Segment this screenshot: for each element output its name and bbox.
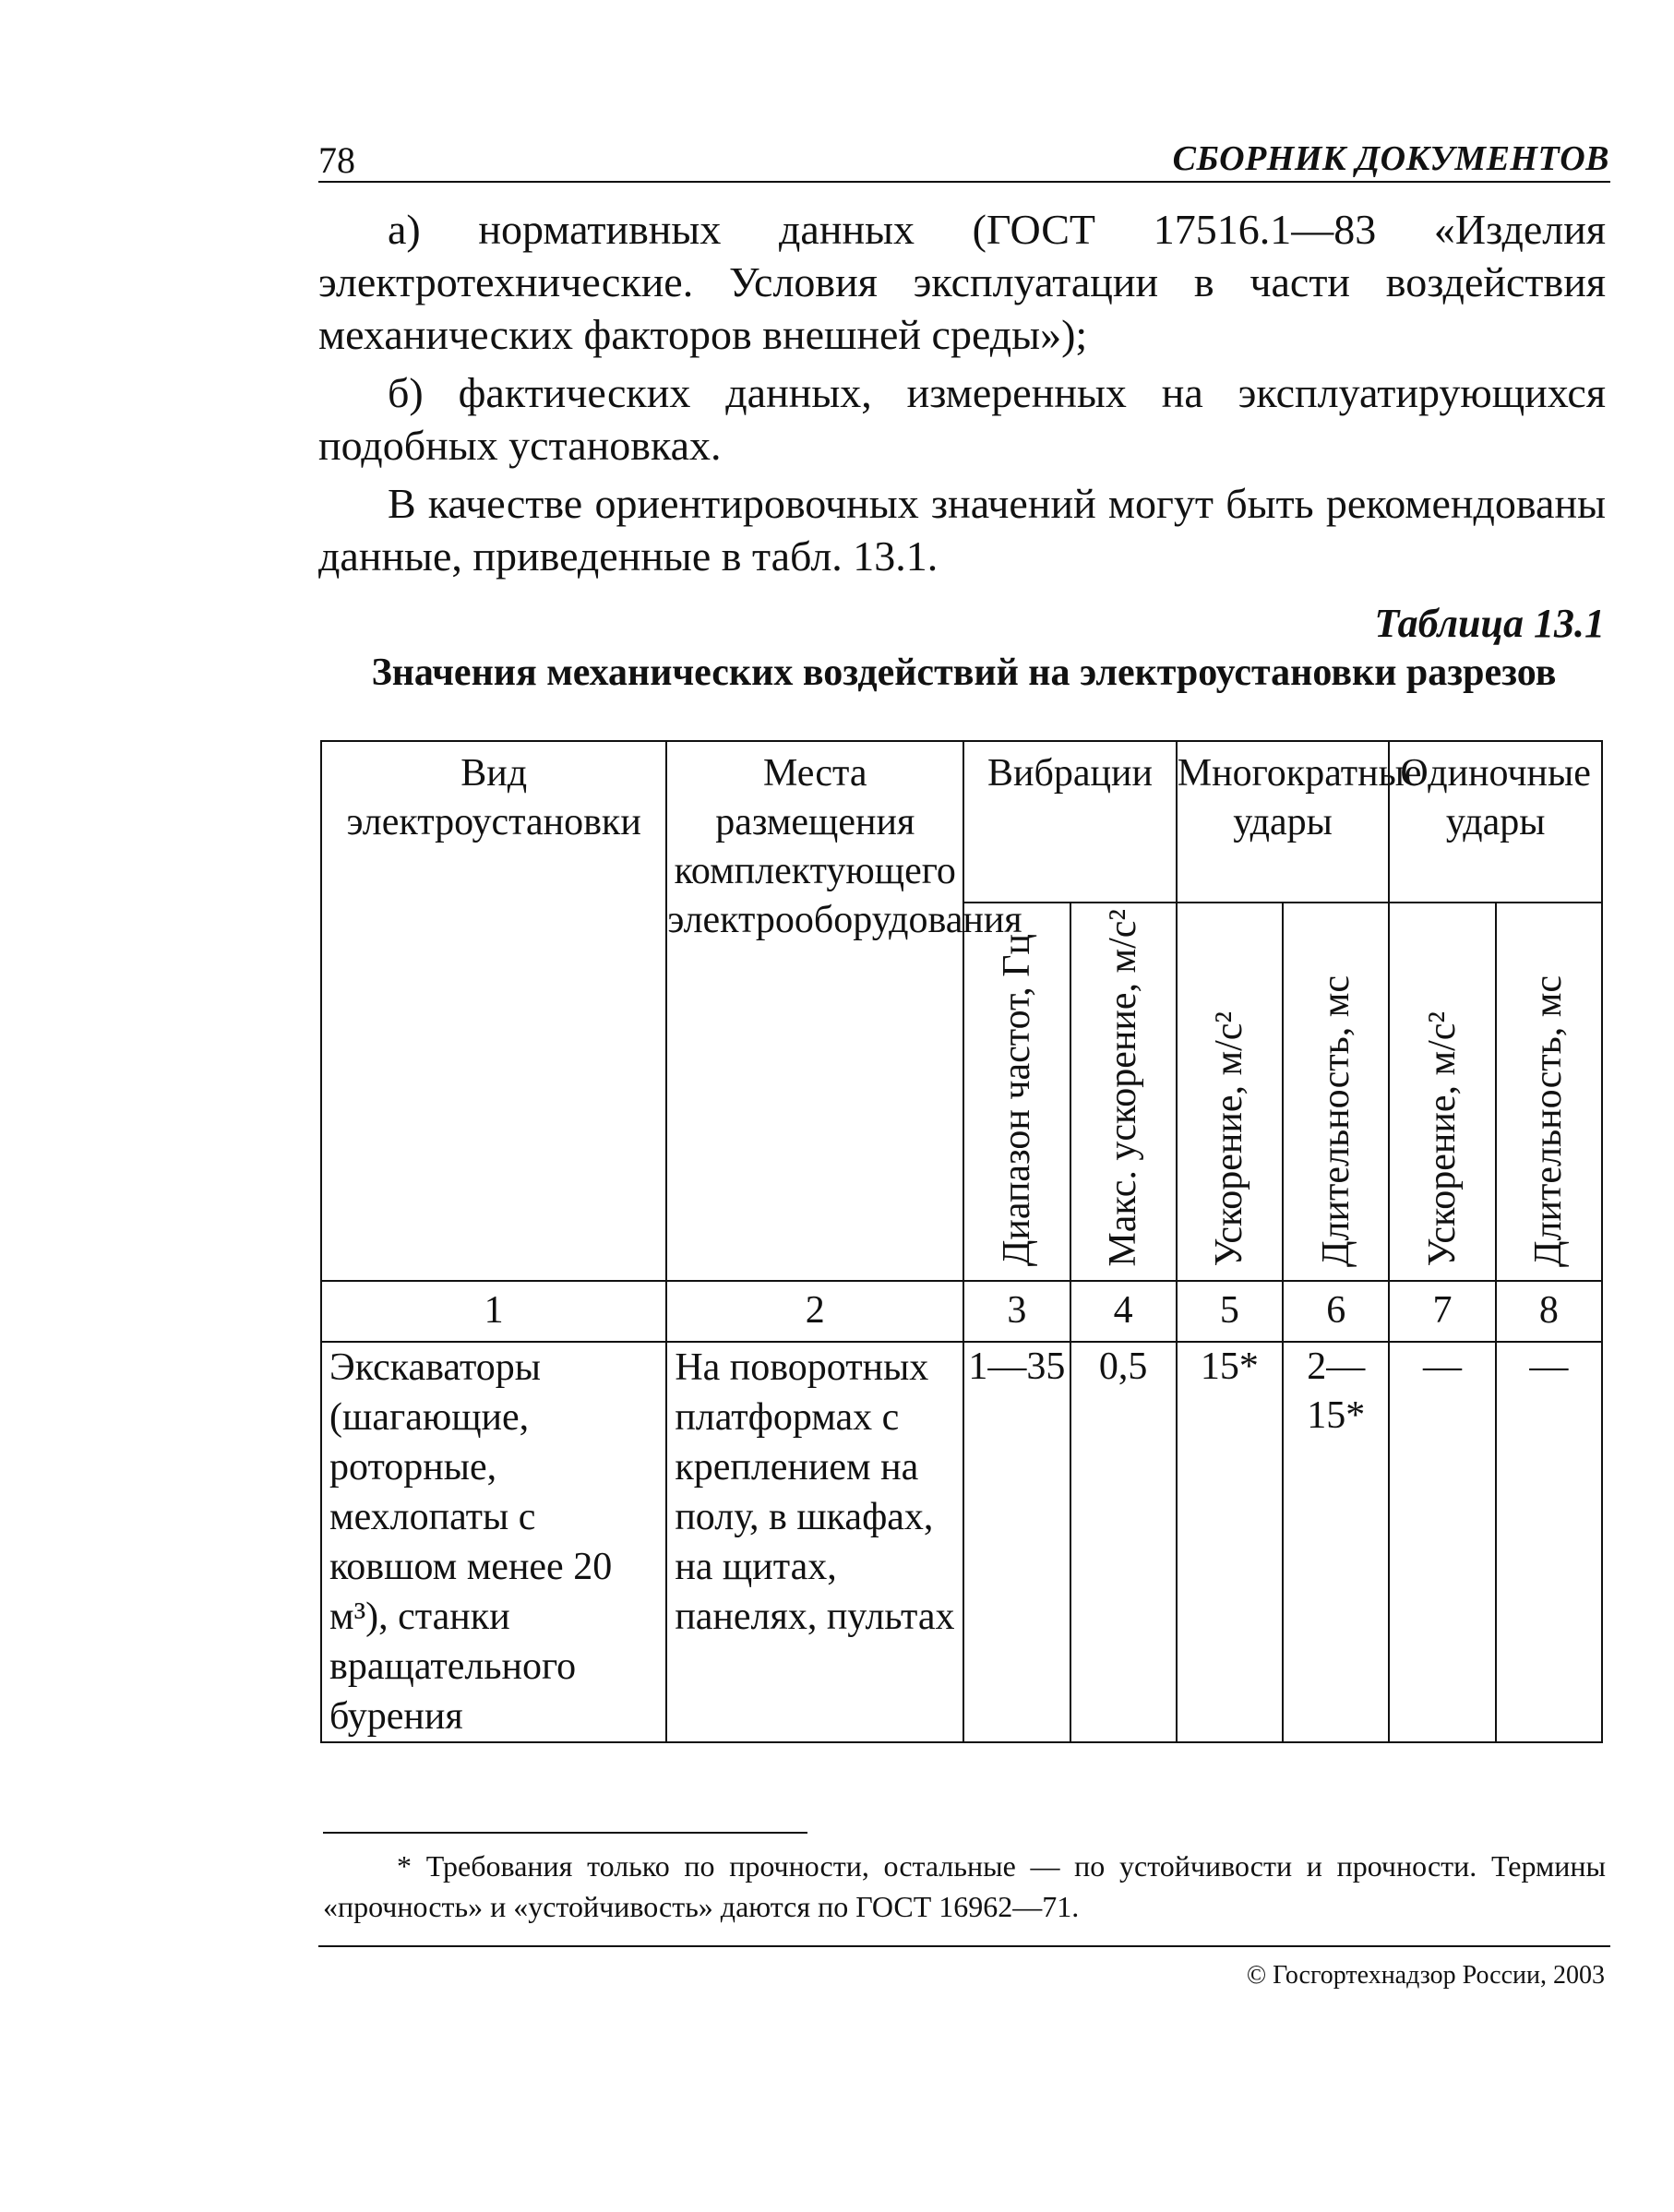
table-row xyxy=(321,1342,1602,1742)
page-number: 78 xyxy=(318,139,355,181)
col-number: 6 xyxy=(1283,1281,1389,1342)
mechanical-impacts-table xyxy=(320,740,1603,1743)
table-title: Значения механических воздействий на электроустановки разрезов xyxy=(371,652,1557,694)
cell-accel-single: — xyxy=(1389,1342,1495,1742)
header-equipment-type: Вид электроустановки xyxy=(321,741,666,1281)
col-number: 7 xyxy=(1389,1281,1495,1342)
header-multiple-shocks: Многократные удары xyxy=(1177,741,1390,903)
paragraph-recommendation: В качестве ориентировочных значений могут быть рекомендованы данные, приведенные в табл. 13.1. xyxy=(318,480,1606,580)
col-number: 3 xyxy=(963,1281,1070,1342)
header-rule xyxy=(318,181,1610,183)
body-text xyxy=(318,203,1606,588)
header-vibration: Вибрации xyxy=(963,741,1177,903)
cell-max-accel: 0,5 xyxy=(1070,1342,1177,1742)
header-single-shocks: Одиночные удары xyxy=(1389,741,1602,903)
header-accel-single: Ускорение, м/с² xyxy=(1389,903,1495,1281)
footnote-rule xyxy=(323,1832,807,1834)
running-title: СБОРНИК ДОКУМЕНТОВ xyxy=(1172,139,1609,178)
cell-accel-multi: 15* xyxy=(1177,1342,1283,1742)
paragraph-b: б) фактических данных, измеренных на эксплуатирующихся подобных установках. xyxy=(318,369,1606,469)
column-number-row xyxy=(321,1281,1602,1342)
col-number: 1 xyxy=(321,1281,666,1342)
table-frame xyxy=(320,740,1603,1738)
cell-equipment-type: Экскаваторы (шагающие, роторные, мехлопаты с ковшом менее 20 м³), станки вращательного бурения xyxy=(321,1342,666,1742)
bottom-rule xyxy=(318,1945,1610,1947)
table-label: Таблица 13.1 xyxy=(1374,601,1605,646)
header-freq-range: Диапазон частот, Гц xyxy=(963,903,1070,1281)
header-max-accel: Макс. ускорение, м/с² xyxy=(1070,903,1177,1281)
col-number: 4 xyxy=(1070,1281,1177,1342)
header-duration-multi: Длительность, мс xyxy=(1283,903,1389,1281)
header-row-group xyxy=(321,741,1602,903)
cell-duration-single: — xyxy=(1496,1342,1602,1742)
header-location: Места размещения комплектующего электрооборудования xyxy=(666,741,963,1281)
col-number: 5 xyxy=(1177,1281,1283,1342)
col-number: 2 xyxy=(666,1281,963,1342)
cell-freq-range: 1—35 xyxy=(963,1342,1070,1742)
cell-location: На поворотных платформах с креплением на полу, в шкафах, на щитах, панелях, пультах xyxy=(666,1342,963,1742)
footnote: * Требования только по прочности, остальные — по устойчивости и прочности. Термины «прочность» и «устойчивость» даются по ГОСТ 16962—71. xyxy=(323,1849,1606,1923)
paragraph-a: а) нормативных данных (ГОСТ 17516.1—83 «Изделия электротехнические. Условия эксплуатации в части воздействия механических факторов внешней среды»); xyxy=(318,206,1606,358)
copyright: © Госгортехнадзор России, 2003 xyxy=(1246,1961,1605,1990)
cell-duration-multi: 2—15* xyxy=(1283,1342,1389,1742)
header-duration-single: Длительность, мс xyxy=(1496,903,1602,1281)
col-number: 8 xyxy=(1496,1281,1602,1342)
header-accel-multi: Ускорение, м/с² xyxy=(1177,903,1283,1281)
